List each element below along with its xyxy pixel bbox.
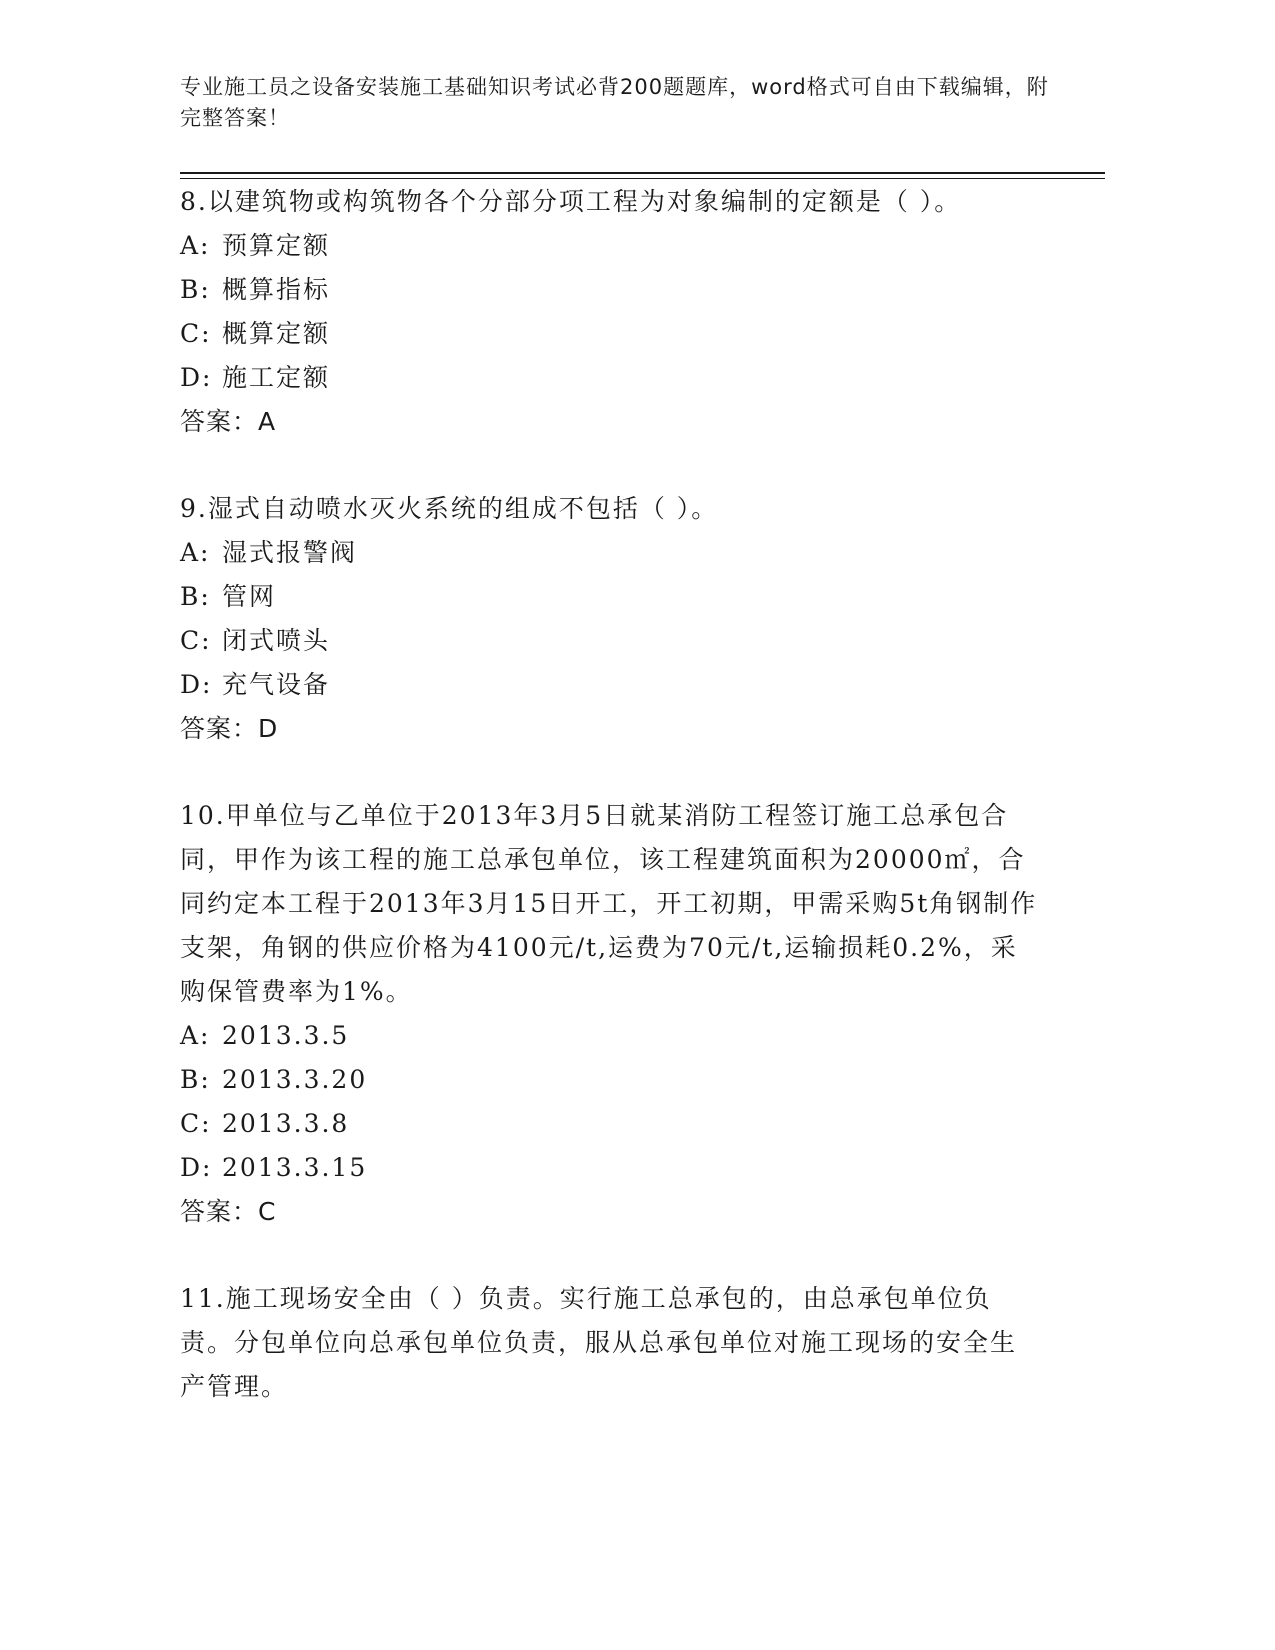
header-rule-bottom [180,178,1105,179]
option-label: D: [180,670,213,699]
option-a [180,531,1040,575]
option-text: 施工定额 [222,363,331,392]
option-d [180,1146,1040,1190]
option-text: 2013.3.15 [222,1153,368,1182]
option-label: C: [180,319,212,348]
question-10 [180,794,1040,1234]
option-label: C: [180,626,212,655]
option-text: 管网 [222,582,277,611]
option-d [180,356,1040,400]
option-b [180,1058,1040,1102]
question-8 [180,180,1040,444]
option-c [180,312,1040,356]
option-text: 2013.3.8 [222,1109,350,1138]
option-label: B: [180,275,211,304]
option-b [180,575,1040,619]
option-c [180,619,1040,663]
option-text: 湿式报警阀 [222,538,358,567]
option-text: 预算定额 [222,231,331,260]
option-b [180,268,1040,312]
option-text: 闭式喷头 [222,626,331,655]
question-text: 11.施工现场安全由（ ）负责。实行施工总承包的，由总承包单位负责。分包单位向总承包单位负责，服从总承包单位对施工现场的安全生产管理。 [180,1284,1018,1401]
answer: 答案：D [180,714,279,743]
option-text: 2013.3.20 [222,1065,368,1094]
header-rule-top [180,172,1105,174]
answer: 答案：A [180,407,277,436]
option-label: A: [180,1021,211,1050]
option-c [180,1102,1040,1146]
option-label: D: [180,363,213,392]
option-text: 充气设备 [222,670,331,699]
option-label: B: [180,1065,211,1094]
question-text: 8.以建筑物或构筑物各个分部分项工程为对象编制的定额是（ ）。 [180,187,962,216]
option-d [180,663,1040,707]
option-label: D: [180,1153,213,1182]
option-text: 2013.3.5 [222,1021,350,1050]
option-a [180,224,1040,268]
question-9 [180,487,1040,751]
option-a [180,1014,1040,1058]
question-text: 10.甲单位与乙单位于2013年3月5日就某消防工程签订施工总承包合同，甲作为该工程的施工总承包单位，该工程建筑面积为20000㎡，合同约定本工程于2013年3月15日开工，开工初期，甲需采购5t角钢制作支架，角钢的供应价格为4100元/t,运费为70元/t,运输损耗0.2%，采购保管费率为1%。 [180,801,1038,1006]
option-label: A: [180,231,211,260]
answer: 答案：C [180,1197,277,1226]
question-list [180,180,1040,1409]
question-text: 9.湿式自动喷水灭火系统的组成不包括（ ）。 [180,494,719,523]
option-text: 概算定额 [222,319,331,348]
option-label: C: [180,1109,212,1138]
option-text: 概算指标 [222,275,331,304]
document-header: 专业施工员之设备安装施工基础知识考试必背200题题库，word格式可自由下载编辑，附完整答案！ [180,75,1049,130]
option-label: A: [180,538,211,567]
question-11 [180,1277,1040,1409]
option-label: B: [180,582,211,611]
